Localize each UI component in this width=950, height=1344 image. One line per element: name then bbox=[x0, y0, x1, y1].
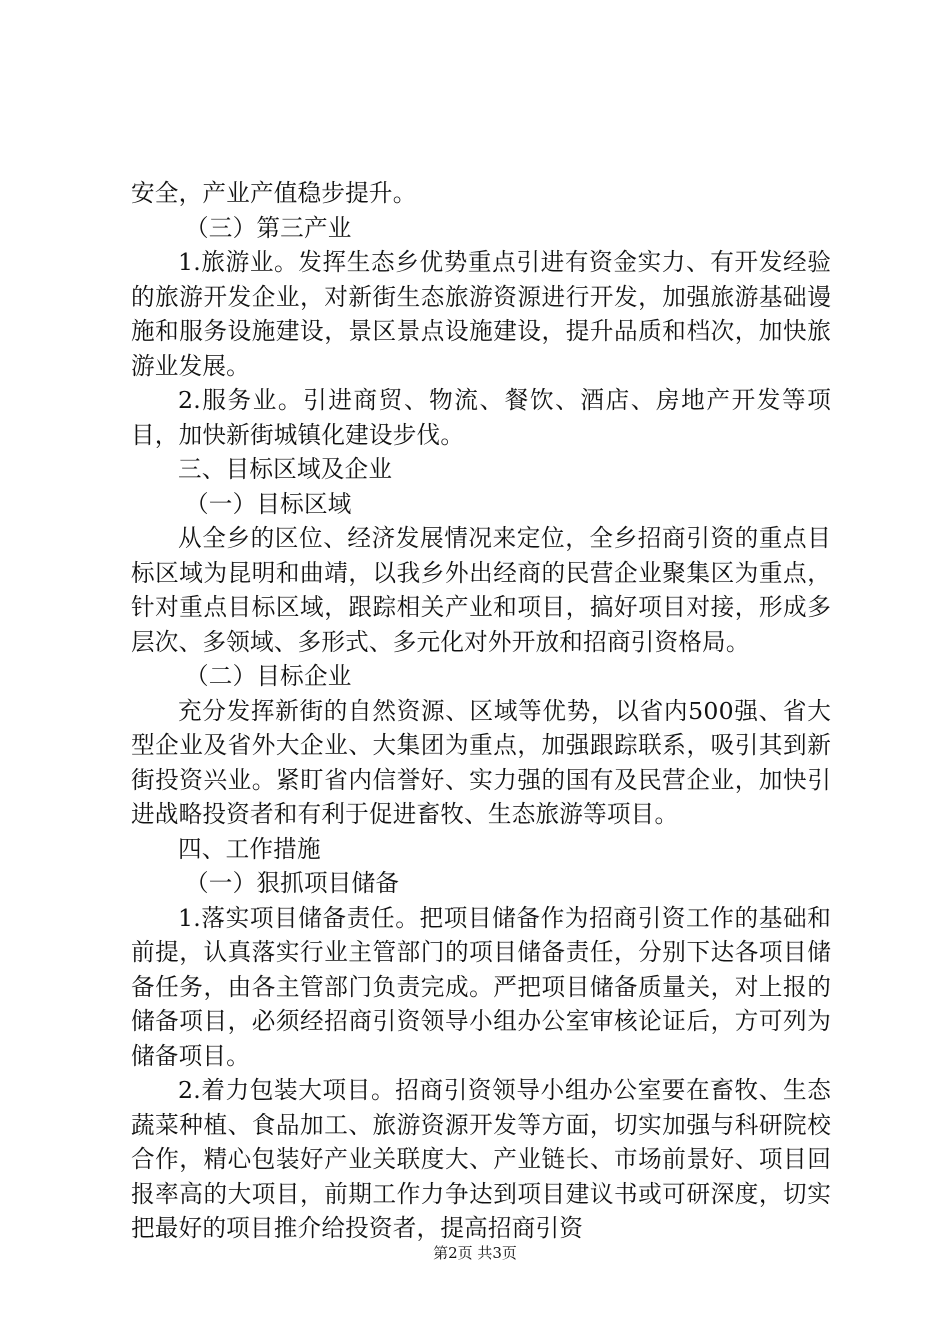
section-heading: （二）目标企业 bbox=[185, 662, 352, 690]
paragraph: 充分发挥新街的自然资源、区域等优势，以省内500强、省大型企业及省外大企业、大集团为重点，加强跟踪联系，吸引其到新街投资兴业。紧盯省内信誉好、实力强的国有及民营企业，加快引进战略投资者和有利于促进畜牧、生态旅游等项目。 bbox=[131, 696, 831, 828]
paragraph: 2.服务业。引进商贸、物流、餐饮、酒店、房地产开发等项目，加快新街城镇化建设步伐。 bbox=[131, 386, 831, 449]
paragraph: 1.落实项目储备责任。把项目储备作为招商引资工作的基础和前提，认真落实行业主管部门的项目储备责任，分别下达各项目储备任务，由各主管部门负责完成。严把项目储备质量关，对上报的储备项目，必须经招商引资领导小组办公室审核论证后，方可列为储备项目。 bbox=[131, 903, 831, 1070]
paragraph: 从全乡的区位、经济发展情况来定位，全乡招商引资的重点目标区域为昆明和曲靖，以我乡外出经商的民营企业聚集区为重点，针对重点目标区域，跟踪相关产业和项目，搞好项目对接，形成多层次、多领域、多形式、多元化对外开放和招商引资格局。 bbox=[131, 524, 831, 656]
section-heading: 三、目标区域及企业 bbox=[178, 455, 393, 483]
section-heading: （一）狠抓项目储备 bbox=[185, 869, 400, 897]
paragraph: 2.着力包装大项目。招商引资领导小组办公室要在畜牧、生态蔬菜种植、食品加工、旅游资源开发等方面，切实加强与科研院校合作，精心包装好产业关联度大、产业链长、市场前景好、项目回报率高的大项目，前期工作力争达到项目建议书或可研深度，切实把最好的项目推介给投资者，提高招商引资 bbox=[131, 1076, 831, 1242]
page-footer bbox=[0, 1243, 950, 1263]
section-heading: 四、工作措施 bbox=[178, 834, 321, 863]
paragraph: 1.旅游业。发挥生态乡优势重点引进有资金实力、有开发经验的旅游开发企业，对新街生态旅游资源进行开发，加强旅游基础谩施和服务设施建设，景区景点设施建设，提升品质和档次，加快旅游业发展。 bbox=[131, 248, 831, 380]
page-number-label: 第2页 共3页 bbox=[433, 1244, 517, 1262]
document-body bbox=[131, 176, 831, 1246]
section-heading: （一）目标区域 bbox=[185, 489, 352, 518]
paragraph: 安全，产业产值稳步提升。 bbox=[131, 179, 417, 207]
section-heading: （三）第三产业 bbox=[185, 213, 352, 242]
